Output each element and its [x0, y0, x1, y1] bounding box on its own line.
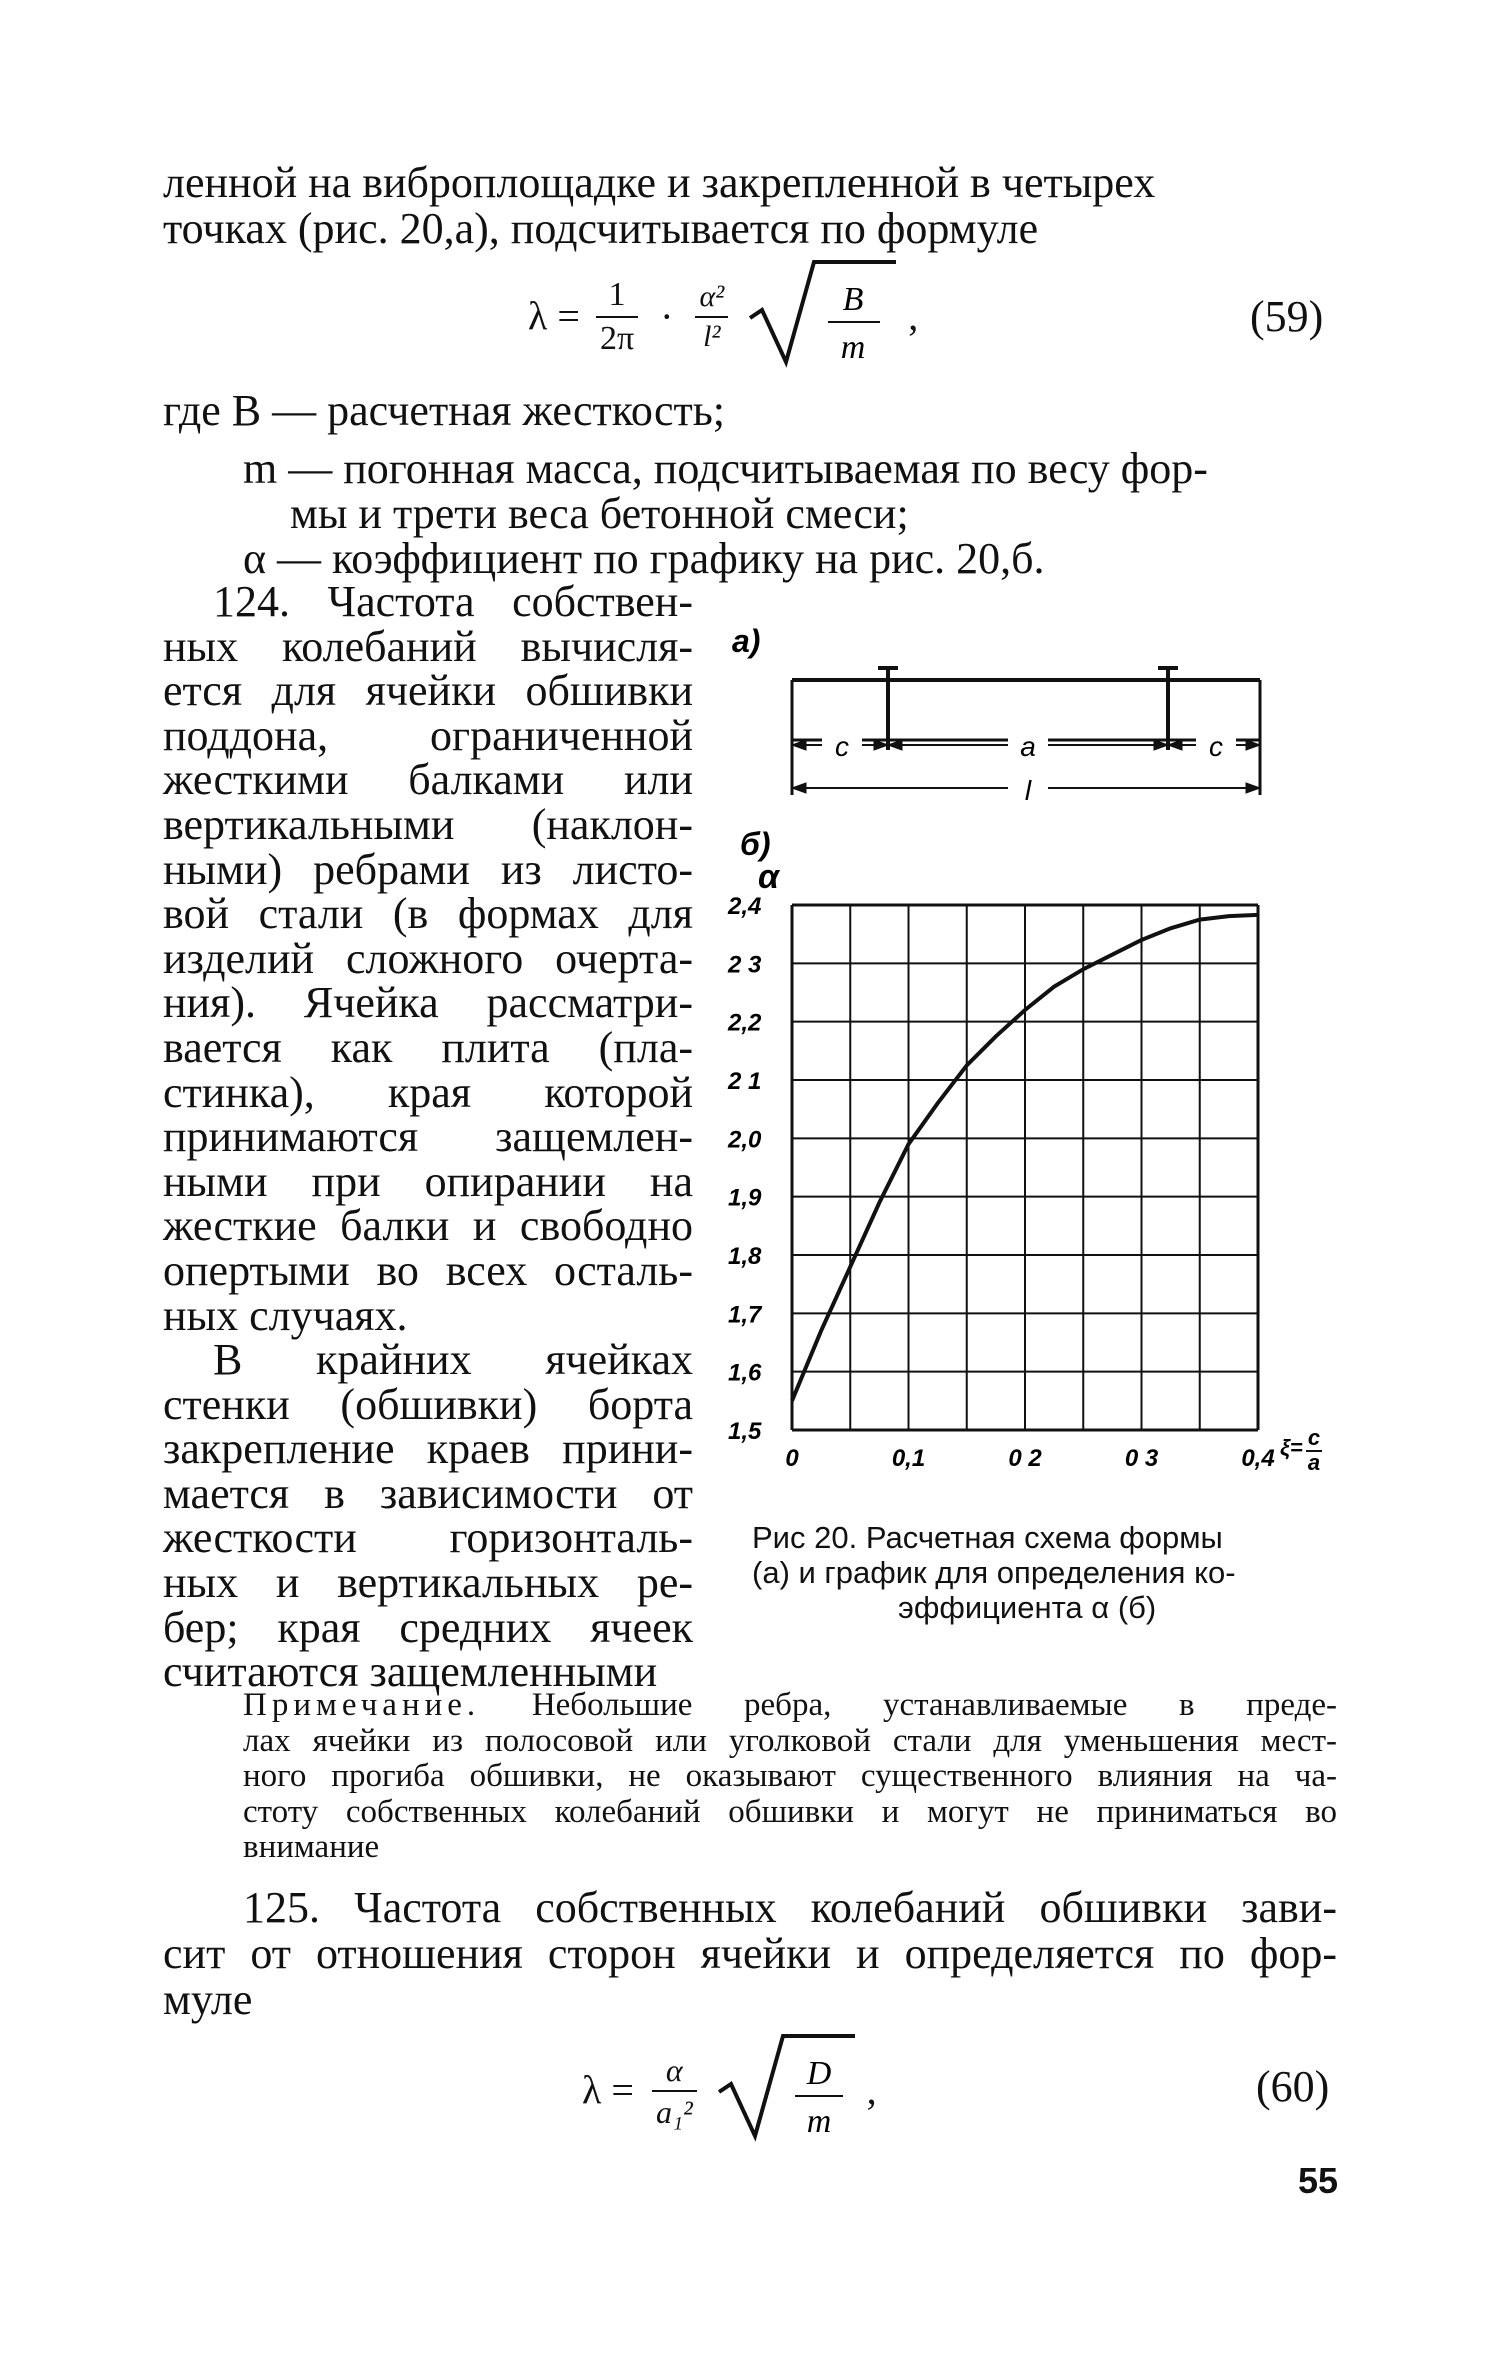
- y-tick-label: 1,6: [728, 1359, 762, 1387]
- x-axis-symbol: ξ=: [1280, 1435, 1303, 1460]
- dim-c-right: c: [1209, 731, 1223, 762]
- svg-text:m: m: [806, 2103, 831, 2140]
- def-b: где B — расчетная жесткость;: [163, 386, 725, 435]
- svg-text:D: D: [806, 2055, 831, 2092]
- y-tick-label: 1,8: [728, 1243, 762, 1270]
- def-alpha: α — коэффициент по графику на рис. 20,б.: [243, 534, 1045, 583]
- x-axis-frac-den: a: [1307, 1450, 1321, 1475]
- caption-line-2: (а) и график для определения ко-: [752, 1555, 1236, 1590]
- figure-label-a: а): [732, 623, 761, 659]
- x-axis-frac-num: c: [1307, 1425, 1321, 1450]
- chart-grid: [792, 905, 1258, 1430]
- sqrt-icon: [748, 258, 898, 368]
- intro-line-1: ленной на виброплощадке и закрепленной в четырех: [163, 158, 1156, 207]
- x-tick-labels: [785, 1445, 1274, 1472]
- sqrt-sign: [748, 258, 898, 375]
- caption-line-1: Рис 20. Расчетная схема формы: [752, 1520, 1223, 1555]
- fraction-2: $\frac{\text{α²}}{\text{l²}}$: [695, 282, 728, 352]
- def-m-line-1: m — погонная масса, подсчитываемая по весу фор-: [243, 444, 1208, 493]
- y-tick-label: 2,2: [728, 1009, 762, 1037]
- paragraph-124: 124. Частота собствен- ных колебаний вычисля- ется для ячейки обшивки поддона, ограниченной жесткими балками или вертикальными (наклон- ными) ребрами из листо- вой стали (в формах для изделий сложного очерта- ния). Ячейка рассматри- вается как плита (пла- стинка), края которой принимаются защемлен- ными при опирании на жесткие балки и свободно опертыми во всех осталь- ных случаях.: [163, 577, 693, 1340]
- figure-20: [720, 600, 1360, 1500]
- svg-text:B: B: [842, 281, 864, 318]
- page-number: 55: [1298, 2160, 1339, 2201]
- y-axis-symbol: α: [758, 858, 780, 896]
- note: Примечание. Небольшие ребра, устанавливаемые в преде- лах ячейки из полосовой или уголковой стали для уменьшения мест- ного прогиба обшивки, не оказывают существенного влияния на ча- стоту собственных колебаний обшивки и могут не приниматься во внимание: [243, 1687, 1337, 1865]
- dim-l: l: [1024, 775, 1032, 806]
- x-tick-label: 0 2: [1008, 1445, 1042, 1472]
- paragraph-125: 125. Частота собственных колебаний обшивки зави- сит от отношения сторон ячейки и определяется по фор- муле: [163, 1883, 1337, 2024]
- y-tick-labels: [727, 893, 763, 1445]
- formula-59-number: (59): [1250, 292, 1324, 341]
- figure-label-b: б): [740, 826, 771, 862]
- sqrt-sign: [717, 2032, 857, 2149]
- y-tick-label: 1,7: [728, 1301, 762, 1329]
- x-tick-label: 0 3: [1124, 1445, 1159, 1472]
- y-tick-label: 2,4: [728, 893, 762, 920]
- y-tick-label: 2 1: [728, 1068, 762, 1095]
- formula-lhs: λ =: [528, 293, 580, 339]
- x-tick-label: 0,1: [891, 1445, 926, 1472]
- fraction-1: $\frac{1}{2\pi}$: [596, 278, 638, 356]
- def-m-line-2: мы и трети веса бетонной смеси;: [290, 489, 909, 538]
- formula-60-number: (60): [1256, 2062, 1330, 2111]
- y-tick-label: 2,0: [728, 1126, 762, 1154]
- intro-line-2: точках (рис. 20,а), подсчитывается по формуле: [163, 204, 1039, 253]
- y-tick-label: 2 3: [728, 951, 762, 979]
- caption-line-3: эффициента α (б): [898, 1590, 1157, 1625]
- formula-59: λ = $\frac{1}{2\pi}$ · $\frac{\text{α²}}{\text{l²}}$ B m ,: [528, 258, 918, 375]
- x-tick-label: 0: [785, 1445, 799, 1472]
- note-label: Примечание.: [243, 1687, 481, 1723]
- dim-c-left: c: [835, 731, 849, 762]
- sqrt-icon: [717, 2032, 857, 2142]
- svg-text:m: m: [840, 329, 866, 366]
- dim-a: a: [1020, 731, 1036, 762]
- y-tick-label: 1,5: [728, 1418, 762, 1445]
- paragraph-edge-cells: В крайних ячейках стенки (обшивки) борта закрепление краев прини- мается в зависимости от жесткости горизонталь- ных и вертикальных ре- бер; края средних ячеек считаются защемленными: [163, 1335, 693, 1697]
- x-tick-label: 0,4: [1241, 1445, 1275, 1472]
- formula-60: λ = $\frac{\alpha}{\text{a₁²}}$ D m ,: [582, 2032, 877, 2149]
- fraction-1: $\frac{\alpha}{\text{a₁²}}$: [652, 2054, 697, 2128]
- y-tick-label: 1,9: [728, 1184, 762, 1212]
